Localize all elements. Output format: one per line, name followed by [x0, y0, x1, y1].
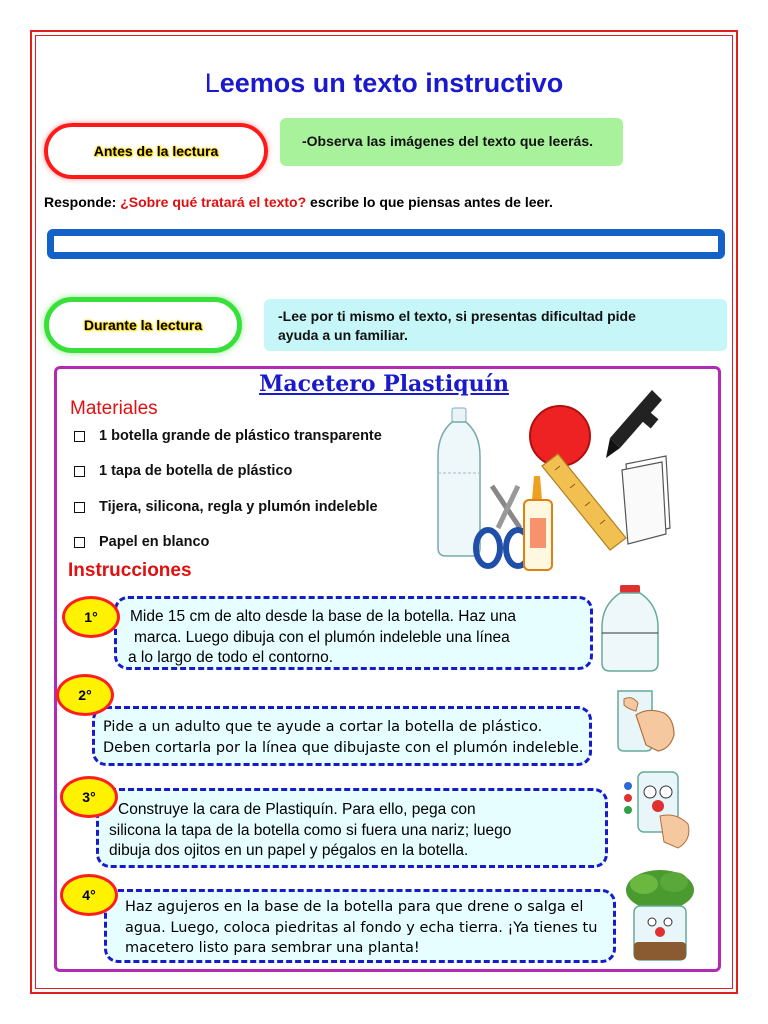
instructions-heading: Instrucciones — [68, 560, 192, 581]
step-2-line: Pide a un adulto que te ayude a cortar la botella de plástico. — [103, 719, 543, 735]
marker-icon — [606, 390, 662, 458]
step-2-line: Deben cortarla por la línea que dibujaste con el plumón indeleble. — [103, 739, 584, 756]
step-3-number: 3° — [60, 776, 118, 818]
checkbox-icon — [74, 466, 85, 477]
materials-illustration-icon — [430, 378, 670, 578]
material-item — [74, 463, 292, 479]
step-1-number: 1° — [62, 596, 120, 638]
recipe-title: Macetero Plastiquín — [259, 371, 509, 397]
step-3-line: Construye la cara de Plastiquín. Para ello, pega con — [118, 801, 476, 818]
cut-bottle-icon — [598, 583, 662, 673]
step-1-line: Mide 15 cm de alto desde la base de la botella. Haz una — [130, 608, 517, 625]
material-item — [74, 499, 378, 515]
before-reading-note: -Observa las imágenes del texto que leerás. — [280, 118, 623, 166]
materials-heading: Materiales — [70, 398, 158, 419]
bottle-face-icon — [620, 766, 696, 856]
material-item-label: 1 tapa de botella de plástico — [99, 463, 293, 479]
material-item-label: Tijera, silicona, regla y plumón indeleble — [99, 499, 378, 515]
bottle-icon — [438, 408, 480, 556]
step-2-box — [92, 706, 592, 766]
before-reading-text: Antes de la lectura — [93, 143, 219, 159]
paper-icon — [622, 456, 670, 544]
material-item-label: Papel en blanco — [99, 534, 210, 550]
step-1-line: marca. Luego dibuja con el plumón indeleble una línea — [134, 628, 510, 646]
checkbox-icon — [74, 537, 85, 548]
page-title-first-letter: L — [204, 68, 220, 98]
planted-bottle-icon — [620, 866, 700, 966]
checkbox-icon — [74, 502, 85, 513]
step-3-line: silicona la tapa de la botella como si fuera una nariz; luego — [109, 821, 512, 839]
step-4-box — [104, 889, 616, 963]
step-1-line: a lo largo de todo el contorno. — [128, 649, 334, 666]
during-note-line: ayuda a un familiar. — [278, 327, 408, 343]
ruler-icon — [542, 454, 626, 550]
material-item — [74, 428, 382, 444]
page-title — [0, 68, 768, 99]
glue-icon — [524, 476, 552, 570]
page-title-rest: eemos un texto instructivo — [219, 68, 564, 98]
response-prompt — [44, 194, 553, 210]
response-prompt-tail: escribe lo que piensas antes de leer. — [306, 194, 553, 210]
response-prompt-question: ¿Sobre qué tratará el texto? — [120, 194, 307, 210]
hands-cutting-bottle-icon — [612, 685, 678, 761]
step-4-line: agua. Luego, coloca piedritas al fondo y echa tierra. ¡Ya tienes tu — [125, 919, 598, 936]
step-1-box — [114, 596, 593, 670]
step-4-line: macetero listo para sembrar una planta! — [125, 940, 420, 956]
during-reading-note — [264, 299, 727, 351]
scissors-icon — [476, 486, 530, 566]
during-note-line: -Lee por ti mismo el texto, si presentas dificultad pide — [278, 308, 636, 324]
answer-input-box[interactable] — [47, 229, 725, 259]
material-item-label: 1 botella grande de plástico transparente — [99, 428, 382, 444]
during-reading-label — [44, 297, 242, 353]
before-reading-label — [44, 123, 268, 179]
step-4-line: Haz agujeros en la base de la botella para que drene o salga el — [125, 899, 584, 915]
step-2-number: 2° — [56, 674, 114, 716]
response-prompt-lead: Responde: — [44, 194, 121, 210]
step-4-number: 4° — [60, 874, 118, 916]
step-3-box — [96, 788, 608, 868]
step-3-line: dibuja dos ojitos en un papel y pégalos en la botella. — [109, 842, 469, 859]
during-reading-text: Durante la lectura — [83, 317, 203, 333]
checkbox-icon — [74, 431, 85, 442]
material-item — [74, 534, 209, 550]
